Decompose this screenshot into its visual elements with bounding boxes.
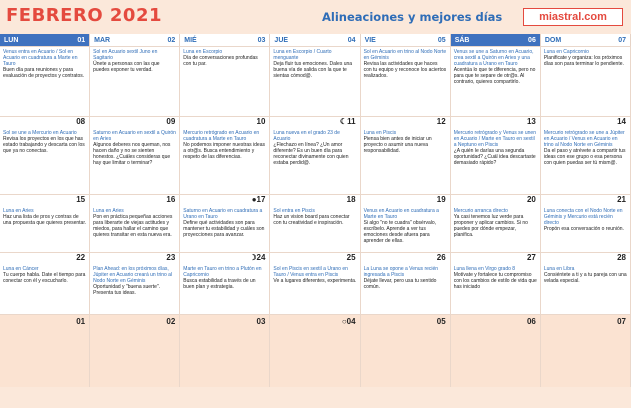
weekday-date: 01 — [77, 36, 86, 44]
astro-event: Luna en Escorpio — [183, 49, 223, 55]
astro-event: Sol en Acuario sextil Juno en Sagitario — [93, 49, 158, 62]
day-advice: Planificate y organiza: los próximos días son para terminar lo pendiente. — [543, 55, 624, 68]
astro-event: Venus se une a Saturno en Acuario, crea sextil a Quirón en Aries y una cuadratura a Urano en Tauro — [453, 49, 534, 68]
day-advice: Únete a personas con las que puedes exponer tu verdad. — [93, 61, 160, 74]
astro-event: Luna llena en Virgo grado 8 — [453, 266, 516, 272]
day-number: 13 — [526, 117, 536, 126]
week-row — [0, 194, 631, 252]
day-cell[interactable] — [0, 252, 90, 314]
week-row — [0, 116, 631, 194]
day-number: 14 — [617, 117, 626, 126]
weekday-header-mar — [90, 34, 180, 46]
day-advice: Haz una lista de pros y contras de una propuesta que quieres presentar. — [3, 214, 87, 227]
weekday-name: LUN — [4, 36, 19, 44]
day-advice: Da el paso y atrévete a compartir tus ideas con ese grupo o esa persona con quien puedas ser tú mism@. — [543, 148, 626, 167]
astro-event: Mercurio retrógrado y Venus se unen en Acuario / Marte en Tauro en sextil a Neptuno en Piscis — [453, 130, 536, 149]
day-number: ●17 — [251, 195, 266, 204]
day-number: 01 — [76, 317, 86, 326]
astro-event: Venus en Acuario en cuadratura a Marte en Tauro — [363, 208, 439, 221]
day-advice: Pon en práctica pequeñas acciones para liberarte de viejas actitudes y miedos, para hallar el camino que quieres transitar en esta nueva era. — [93, 214, 173, 239]
astro-event: Marte en Tauro en trino a Plutón en Capricornio — [183, 266, 262, 279]
day-cell[interactable] — [541, 116, 631, 194]
day-number: 26 — [436, 253, 446, 262]
weekday-header-jue — [270, 34, 360, 46]
day-advice: Motívate y fortalece tu compromiso con los cambios de estilo de vida que has iniciado — [453, 272, 537, 291]
day-number: 08 — [76, 117, 86, 126]
day-cell[interactable] — [451, 314, 541, 387]
day-advice: Oportunidad y "buena suerte". Presenta tus ideas. — [93, 284, 161, 297]
day-advice: Revisa las actividades que haces con tu equipo y reconoce los aciertos realizados. — [363, 61, 447, 80]
day-number: 28 — [617, 253, 626, 262]
day-advice: Revisa los proyectos en los que has estado trabajando y descarta con los que ya no conectas. — [3, 136, 85, 155]
astro-event: Mercurio retrógrado en Acuario en cuadratura a Marte en Tauro — [183, 130, 260, 143]
day-cell[interactable] — [90, 116, 180, 194]
day-cell[interactable] — [0, 194, 90, 252]
day-advice: Haz un vision board para conectar con tu creatividad e inspiración. — [273, 214, 350, 227]
weekday-name: JUE — [274, 36, 289, 44]
day-advice: Piensa bien antes de iniciar un proyecto o asumir una nueva responsabilidad. — [363, 136, 432, 155]
weekday-name: VIE — [364, 36, 376, 44]
day-number: 03 — [256, 317, 266, 326]
day-advice: Déjate llevar, pero usa tu sentido común. — [363, 278, 437, 291]
astro-event: Venus entra en Acuario / Sol en Acuario en cuadratura a Marte en Tauro — [3, 49, 78, 68]
day-number: 02 — [166, 317, 176, 326]
day-cell[interactable] — [361, 46, 451, 116]
day-number: 25 — [346, 253, 356, 262]
weekday-header-row — [0, 34, 631, 46]
day-advice: Busca estabilidad a través de un buen plan y estrategia. — [183, 278, 256, 291]
day-cell[interactable] — [90, 252, 180, 314]
day-number: 22 — [76, 253, 86, 262]
day-cell[interactable] — [270, 46, 360, 116]
day-number: 27 — [526, 253, 536, 262]
weekday-date: 04 — [347, 36, 356, 44]
day-number: 09 — [166, 117, 176, 126]
day-cell[interactable] — [541, 194, 631, 252]
day-cell[interactable] — [180, 116, 270, 194]
astro-event: Sol en Piscis en sextil a Urano en Tauro / Venus entra en Piscis — [273, 266, 348, 279]
day-cell[interactable] — [361, 116, 451, 194]
day-advice: Consiéntete a ti y a tu pareja con una velada especial. — [543, 272, 627, 285]
day-number: ☾11 — [339, 117, 356, 126]
weekday-date: 05 — [437, 36, 446, 44]
day-cell[interactable] — [0, 314, 90, 387]
day-number: ○04 — [341, 317, 356, 326]
weekday-name: DOM — [544, 36, 562, 44]
day-cell[interactable] — [90, 194, 180, 252]
day-cell[interactable] — [0, 116, 90, 194]
day-cell[interactable] — [90, 314, 180, 387]
astro-event: Luna conecta con el Nodo Norte en Géminis y Mercurio está recién directo — [543, 208, 623, 227]
calendar-header — [0, 0, 631, 32]
day-advice: Si algo "no te cuadra" obsérvalo, escríbelo. Aprende a ver tus emociones desde afuera para aprender de ellas. — [363, 220, 437, 245]
day-cell[interactable] — [180, 194, 270, 252]
day-cell[interactable] — [361, 314, 451, 387]
day-advice: Ve a lugares diferentes, experimenta. — [273, 278, 357, 285]
weekday-header-vie — [361, 34, 451, 46]
day-number: ☽24 — [249, 253, 266, 262]
day-advice: Ya casi tenemos luz verde para proponer y aplicar cambios. Si no puedes por dónde empezar, planifica. — [453, 214, 528, 239]
day-cell[interactable] — [361, 194, 451, 252]
astro-event: Sol en Acuario en trino al Nodo Norte en Géminis — [363, 49, 447, 62]
astro-event: Luna en Aries — [3, 208, 34, 214]
weekday-date: 06 — [528, 36, 536, 44]
astro-event: Luna en Aries — [93, 208, 124, 214]
day-advice: ¿Flechazo en línea? ¿Un amor diferente? Es un buen día para reconectar divinamente con quien estaba perdid@. — [273, 142, 349, 167]
day-number: 07 — [617, 317, 626, 326]
astro-event: Sol se une a Mercurio en Acuario — [3, 130, 77, 136]
astro-event: Sol entra en Piscis — [273, 208, 315, 214]
astro-event: Luna en Libra — [543, 266, 575, 272]
day-cell[interactable] — [451, 116, 541, 194]
weekday-date: 03 — [257, 36, 266, 44]
brand-badge[interactable]: miastral.com — [523, 8, 623, 26]
astro-event: Luna en Capricornio — [543, 49, 589, 55]
astro-event: Saturno en Acuario en sextil a Quirón en Aries — [93, 130, 176, 143]
day-cell[interactable] — [451, 252, 541, 314]
astro-event: Luna nueva en el grado 23 de Acuario — [273, 130, 340, 143]
day-cell[interactable] — [541, 252, 631, 314]
day-number: 23 — [166, 253, 176, 262]
day-cell[interactable] — [0, 46, 90, 116]
astro-event: Luna en Escorpio / Cuarto menguante — [273, 49, 332, 62]
day-cell[interactable] — [270, 116, 360, 194]
weekday-date: 02 — [167, 36, 176, 44]
day-advice: Acentúa lo que te diferencia, pero no para que te separe de otr@s. Al contrario, quieres compartirlo. — [453, 67, 536, 86]
day-cell[interactable] — [451, 46, 541, 116]
day-advice: Propón esa conversación o reunión. — [543, 226, 624, 233]
day-number: 15 — [76, 195, 86, 204]
day-advice: Buen día para reuniones y para evaluación de proyectos y contratos. — [3, 67, 85, 80]
day-number: 06 — [526, 317, 536, 326]
day-advice: Tu cuerpo habla. Date el tiempo para conectar con él y escucharlo. — [3, 272, 86, 285]
day-advice: Define qué actividades son para mantener tu estabilidad y cuáles son proyecciones para avanzar. — [183, 220, 265, 239]
day-number: 18 — [346, 195, 356, 204]
day-number: 10 — [256, 117, 266, 126]
day-number: 20 — [526, 195, 536, 204]
day-advice: Deja fluir tus emociones. Dales una buena vía de salida con la que te sientas cómod@. — [273, 61, 353, 80]
astro-event: Mercurio arranca directo — [453, 208, 508, 214]
day-cell[interactable] — [180, 252, 270, 314]
day-number: 12 — [436, 117, 446, 126]
weekday-header-lun — [0, 34, 90, 46]
weekday-date: 07 — [618, 36, 626, 44]
day-cell[interactable] — [180, 46, 270, 116]
day-number: 21 — [617, 195, 626, 204]
weekday-name: MIÉ — [184, 36, 197, 44]
day-advice: No podemos imponer nuestras ideas a otr@s. Busca entendimiento y respeto de las diferencias. — [183, 142, 265, 161]
day-number: 05 — [436, 317, 446, 326]
day-advice: Algunos deberes nos queman, nos hacen daño y no se sienten honestos. ¿Cuáles consideras que hay que limitar o terminar? — [93, 142, 171, 167]
weekday-name: SÁB — [454, 36, 470, 44]
calendar-subtitle: Alineaciones y mejores días — [322, 10, 503, 24]
weekday-header-dom — [541, 34, 631, 46]
day-cell[interactable] — [270, 252, 360, 314]
day-number: 19 — [436, 195, 446, 204]
week-row — [0, 252, 631, 314]
day-cell[interactable] — [541, 46, 631, 116]
week-row — [0, 46, 631, 116]
weekday-header-sab — [451, 34, 541, 46]
day-cell[interactable] — [90, 46, 180, 116]
astro-event: Luna en Piscis — [363, 130, 397, 136]
astro-event: Plan Ahead: en los próximos días, Júpiter en Acuario creará un trino al Nodo Norte en Géminis — [93, 266, 173, 285]
day-cell[interactable] — [451, 194, 541, 252]
month-title: FEBRERO 2021 — [6, 5, 162, 26]
astro-event: Saturno en Acuario en cuadratura a Urano en Tauro — [183, 208, 263, 221]
week-row — [0, 314, 631, 387]
weekday-name: MAR — [94, 36, 111, 44]
day-cell[interactable] — [361, 252, 451, 314]
day-cell[interactable] — [270, 314, 360, 387]
day-advice: Día de conversaciones profundas con tu par. — [183, 55, 258, 68]
weekday-header-mie — [180, 34, 270, 46]
astro-event: Mercurio retrógrado se une a Júpiter en Acuario / Venus en Acuario en trino al Nodo Norte en Géminis — [543, 130, 625, 149]
day-advice: ¿A quién le darías una segunda oportunidad? ¿Cuál idea descartaste demasiado rápido? — [453, 148, 536, 167]
day-cell[interactable] — [180, 314, 270, 387]
day-cell[interactable] — [270, 194, 360, 252]
day-cell[interactable] — [541, 314, 631, 387]
day-number: 16 — [166, 195, 176, 204]
calendar-grid — [0, 34, 631, 387]
astro-event: Luna en Cáncer — [3, 266, 39, 272]
astro-event: La Luna se opone a Venus recién ingresada a Piscis — [363, 266, 439, 279]
